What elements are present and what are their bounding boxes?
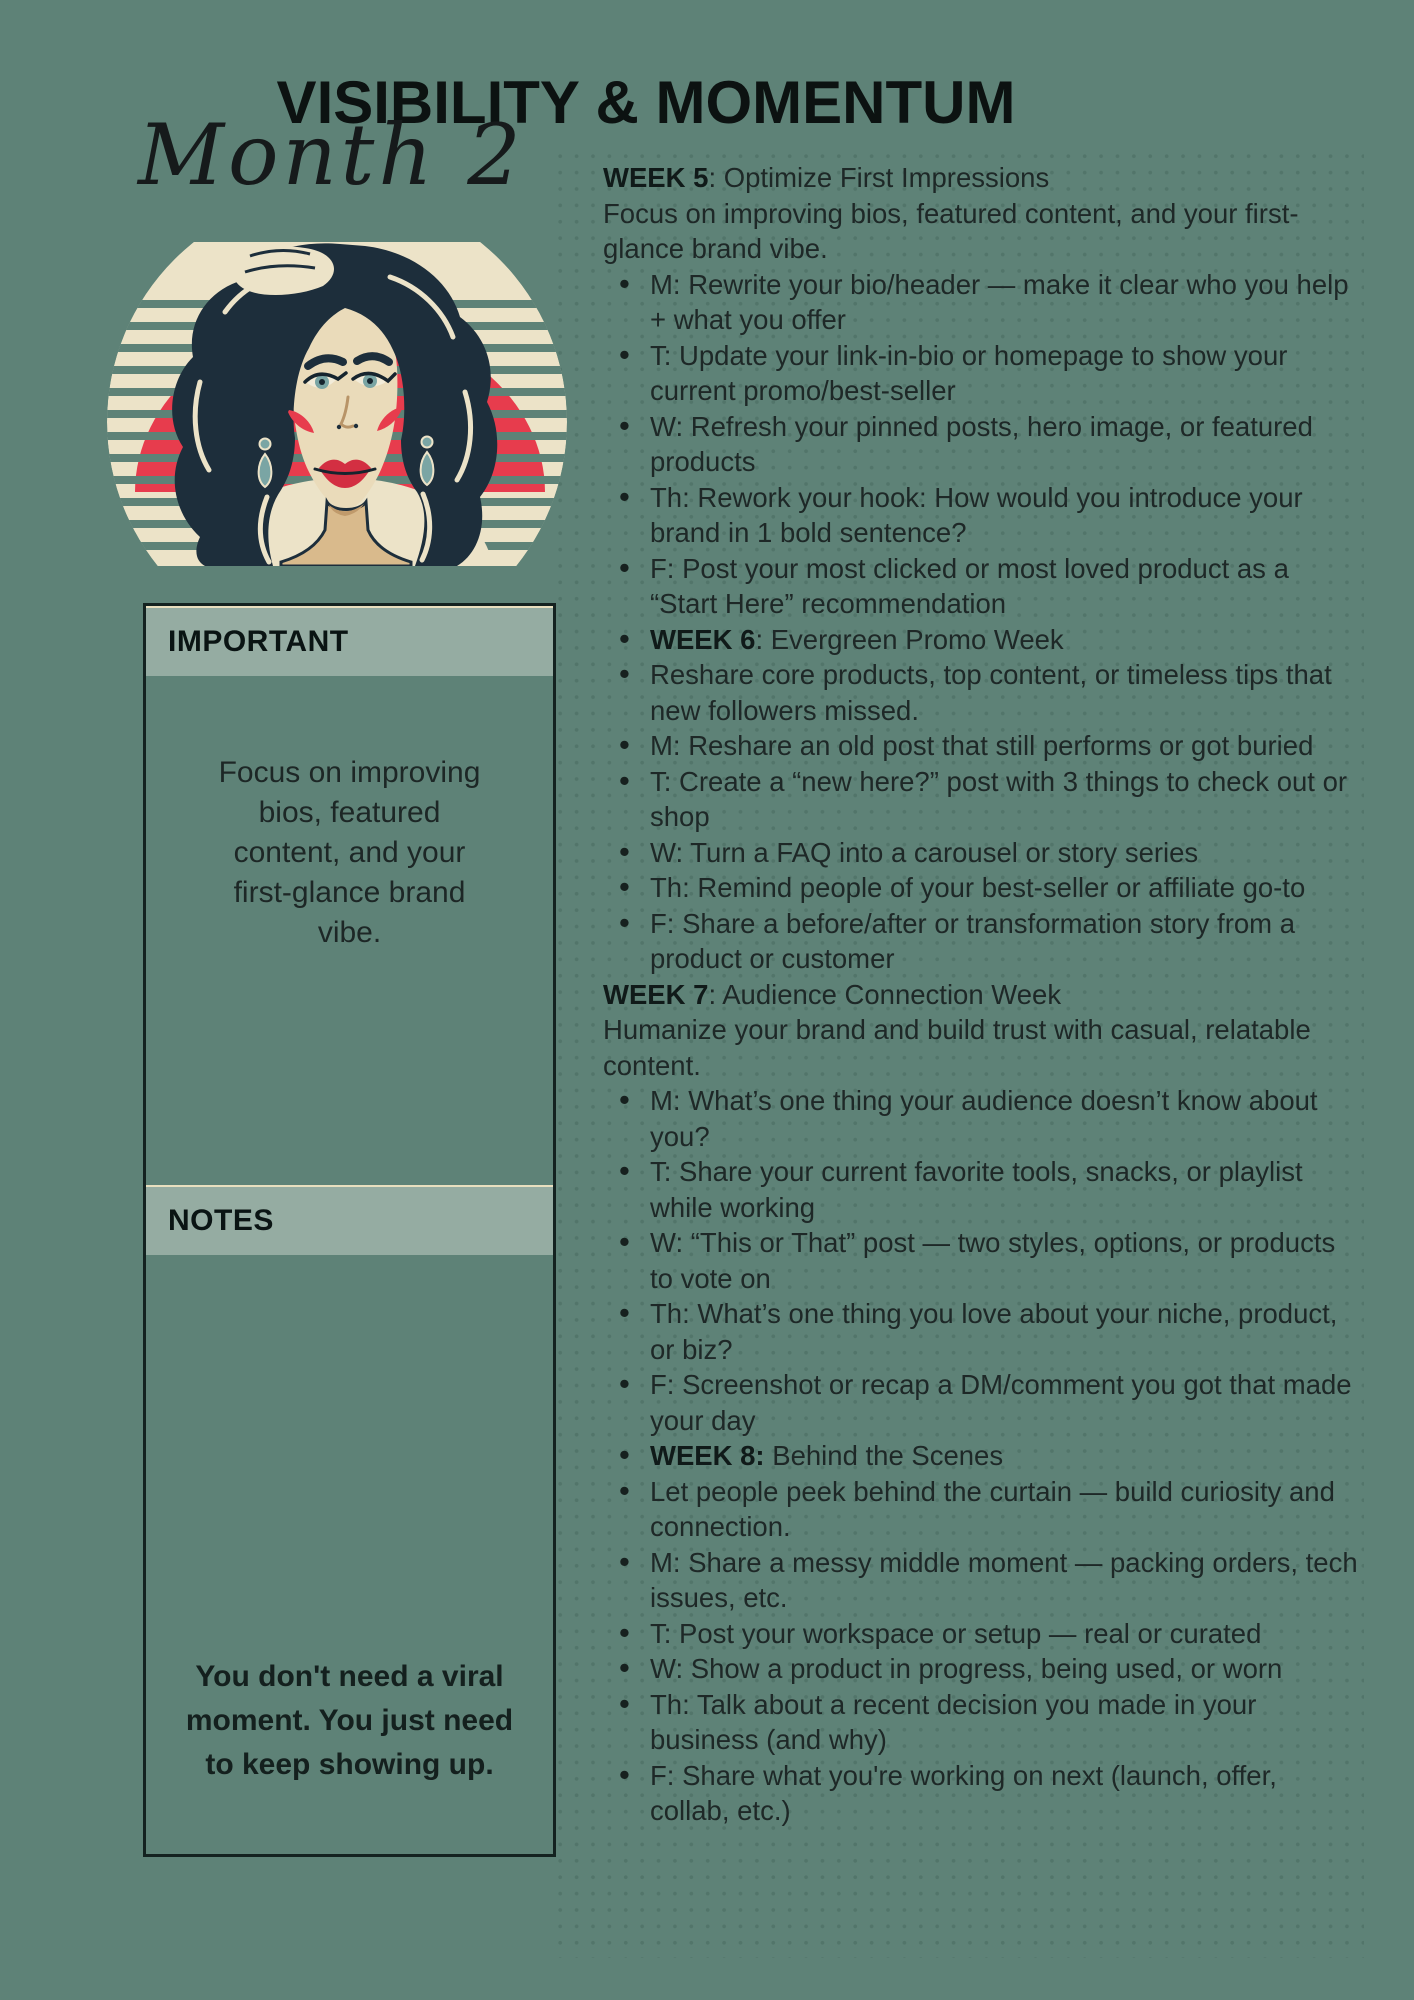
plan-bullet-item: • Th: Rework your hook: How would you introduce your brand in 1 bold sentence? bbox=[603, 480, 1358, 551]
month-script-label: Month 2 bbox=[138, 106, 525, 204]
plan-bullet-item: • T: Update your link-in-bio or homepage to show your current promo/best-seller bbox=[603, 338, 1358, 409]
plan-bullet-item: • M: What’s one thing your audience doesn’t know about you? bbox=[603, 1083, 1358, 1154]
plan-bullet-item: • Th: What’s one thing you love about your niche, product, or biz? bbox=[603, 1296, 1358, 1367]
plan-bullet-item: • W: Show a product in progress, being used, or worn bbox=[603, 1651, 1358, 1687]
plan-heading-paragraph: Humanize your brand and build trust with casual, relatable content. bbox=[603, 1014, 1311, 1081]
week-label: WEEK 6 bbox=[650, 623, 756, 655]
important-header bbox=[146, 606, 553, 676]
plan-bullet-item: • Reshare core products, top content, or timeless tips that new followers missed. bbox=[603, 657, 1358, 728]
plan-bullet-item: • F: Share what you're working on next (launch, offer, collab, etc.) bbox=[603, 1758, 1358, 1829]
plan-heading-paragraph: WEEK 5: Optimize First Impressions bbox=[603, 162, 1050, 193]
motivation-quote bbox=[146, 1655, 553, 1787]
notes-header bbox=[146, 1185, 553, 1255]
plan-bullet-item: • Th: Talk about a recent decision you made in your business (and why) bbox=[603, 1687, 1358, 1758]
page-title: VISIBILITY & MOMENTUM bbox=[276, 69, 1016, 137]
important-header-label: IMPORTANT bbox=[168, 625, 349, 658]
plan-bullet-item: • W: Turn a FAQ into a carousel or story series bbox=[603, 835, 1358, 871]
week-label: WEEK 7 bbox=[603, 978, 709, 1010]
earring-right bbox=[421, 437, 434, 486]
sidebar-box bbox=[143, 603, 556, 1857]
plan-bullet-item: • T: Create a “new here?” post with 3 things to check out or shop bbox=[603, 764, 1358, 835]
plan-bullet-item: • WEEK 6: Evergreen Promo Week bbox=[603, 622, 1358, 658]
plan-bullet-item: • M: Share a messy middle moment — packing orders, tech issues, etc. bbox=[603, 1545, 1358, 1616]
important-body-text: Focus on improving bios, featured content, and your first-glance brand vibe. bbox=[218, 756, 481, 949]
plan-bullet-item: • W: Refresh your pinned posts, hero image, or featured products bbox=[603, 409, 1358, 480]
plan-bullet-item: • W: “This or That” post — two styles, options, or products to vote on bbox=[603, 1225, 1358, 1296]
weekly-plan-list bbox=[603, 160, 1358, 1829]
plan-bullet-item: • WEEK 8: Behind the Scenes bbox=[603, 1438, 1358, 1474]
important-body bbox=[146, 753, 553, 953]
week-label: WEEK 5 bbox=[603, 162, 709, 193]
week-label: WEEK 8: bbox=[650, 1440, 765, 1471]
plan-bullet-item: • M: Reshare an old post that still performs or got buried bbox=[603, 728, 1358, 764]
motivation-quote-text: You don't need a viral moment. You just need to keep showing up. bbox=[185, 1660, 514, 1781]
plan-bullet-item: • T: Share your current favorite tools, snacks, or playlist while working bbox=[603, 1154, 1358, 1225]
plan-bullet-item: • F: Share a before/after or transformation story from a product or customer bbox=[603, 906, 1358, 977]
plan-bullet-item: • F: Screenshot or recap a DM/comment you got that made your day bbox=[603, 1367, 1358, 1438]
plan-heading-paragraph: Focus on improving bios, featured content, and your first-glance brand vibe. bbox=[603, 197, 1299, 264]
plan-bullet-item: • M: Rewrite your bio/header — make it clear who you help + what you offer bbox=[603, 267, 1358, 338]
plan-bullet-item: • Let people peek behind the curtain — build curiosity and connection. bbox=[603, 1474, 1358, 1545]
plan-heading-paragraph: WEEK 7: Audience Connection Week bbox=[603, 978, 1062, 1010]
notes-header-label: NOTES bbox=[168, 1204, 274, 1237]
plan-bullet-item: • Th: Remind people of your best-seller or affiliate go-to bbox=[603, 870, 1358, 906]
plan-bullet-item: • F: Post your most clicked or most loved product as a “Start Here” recommendation bbox=[603, 551, 1358, 622]
earring-left bbox=[259, 439, 272, 488]
plan-bullet-item: • T: Post your workspace or setup — real or curated bbox=[603, 1616, 1358, 1652]
retro-woman-illustration bbox=[105, 242, 572, 566]
